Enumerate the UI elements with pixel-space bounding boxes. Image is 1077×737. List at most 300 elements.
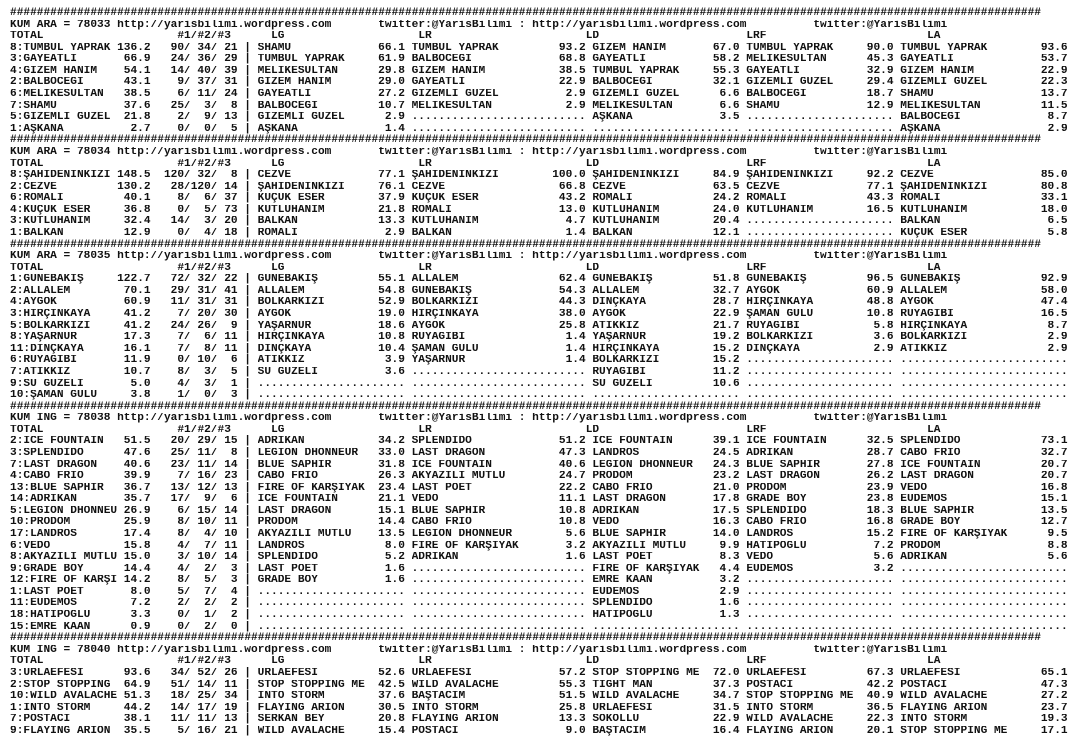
placing-count: 16 (197, 725, 211, 737)
rank-lr-name: TUMBUL YAPRAK (411, 42, 499, 54)
rank-lrf-name: SPLENDIDO (746, 505, 807, 517)
horse-name: 7:SHAMU (10, 100, 57, 112)
placing-count: 0 (177, 621, 185, 633)
slash-separator (211, 471, 218, 483)
rank-lr-name: AKYAZILI MUTLU (411, 471, 506, 483)
rank-lg-value: 13.5 (378, 529, 405, 541)
placing-count: 4 (177, 378, 185, 390)
rank-ld-name: BALKAN (592, 227, 633, 239)
rank-la-name: GİZEM HANIM (900, 65, 974, 77)
placing-count: 120 (190, 181, 211, 193)
total-score: 5.0 (130, 378, 151, 390)
separator-line: ########################################################################################################################################################## (10, 134, 1042, 147)
column-header-lrf: LRF (746, 656, 767, 668)
rank-lr-name: INTO STORM (411, 702, 479, 714)
rank-lrf-value: 32.9 (866, 65, 894, 77)
column-header-ld: LD (585, 158, 600, 170)
slash-separator (184, 193, 191, 205)
rank-lr-empty: .......................... (411, 112, 586, 124)
rank-lr-name: FLAYING ARION (411, 714, 499, 726)
rank-lg-value: 18.6 (378, 320, 405, 332)
rank-ld-name: ROMALI (592, 193, 633, 205)
rank-ld-value: 24.0 (712, 204, 740, 216)
placing-count: 20 (197, 309, 211, 321)
rank-la-value: 47.3 (1040, 679, 1068, 691)
slash-separator (184, 436, 191, 448)
total-score: 136.2 (117, 42, 151, 54)
horse-name: 15:EMRE KAAN (10, 621, 91, 633)
rank-lg-value: 3.6 (384, 366, 405, 378)
placing-count: 30 (224, 309, 238, 321)
rank-lg-name: SPLENDIDO (257, 552, 318, 564)
rank-lr-value: 55.3 (558, 679, 586, 691)
site-url-link[interactable]: http://yarisbilimi.wordpress.com (117, 251, 332, 263)
counts-header: #1/#2/#3 (177, 424, 231, 436)
rank-la-name: URLAEFESİ (900, 667, 961, 679)
rank-ld-name: PRODOM (592, 471, 633, 483)
section-header (10, 645, 1068, 657)
horse-name: 2:BALBÖCEĞİ (10, 77, 84, 89)
rank-lg-value: 34.2 (378, 436, 405, 448)
rank-lg-name: AŞKANA (257, 123, 298, 135)
horse-name: 3:SPLENDIDO (10, 447, 84, 459)
rank-lg-name: URLAEFESİ (257, 667, 318, 679)
table-row (10, 77, 1068, 89)
rank-la-value: 47.4 (1040, 297, 1068, 309)
placing-count: 11 (197, 447, 211, 459)
placing-count: 2 (204, 621, 211, 633)
placing-count: 5 (230, 123, 238, 135)
rank-lg-value: 21.8 (378, 204, 405, 216)
slash-separator (211, 714, 218, 726)
total-score: 51.3 (123, 691, 151, 703)
rank-ld-name: SPLENDIDO (592, 598, 653, 610)
placing-count: 9 (230, 320, 238, 332)
rank-lrf-value: 43.3 (866, 193, 894, 205)
site-url-link[interactable]: http://yarisbilimi.wordpress.com (532, 19, 747, 31)
rank-lg-value: 66.1 (378, 42, 405, 54)
table-row (10, 483, 1068, 495)
column-divider (238, 170, 258, 182)
site-url-link[interactable]: http://yarisbilimi.wordpress.com (117, 146, 332, 158)
horse-name: 7:LAST DRAGON (10, 459, 98, 471)
rank-ld-name: AKYAZILI MUTLU (592, 540, 687, 552)
rank-lg-value: 54.8 (378, 285, 405, 297)
column-header-lrf: LRF (746, 424, 767, 436)
rank-lrf-empty: ...................... (746, 123, 894, 135)
horse-name: 9:GRADE BOY (10, 563, 84, 575)
table-row (10, 367, 1068, 379)
rank-la-value: 58.0 (1040, 285, 1068, 297)
rank-lrf-name: POSTACI (746, 679, 794, 691)
rank-lg-value: 10.8 (378, 332, 405, 344)
placing-count: 11 (197, 714, 211, 726)
slash-separator (211, 552, 218, 564)
placing-count: 18 (170, 691, 185, 703)
colon-separator: : (518, 19, 526, 31)
column-divider (238, 448, 258, 460)
placing-count: 11 (224, 517, 238, 529)
placing-count: 8 (230, 100, 238, 112)
column-header-lg: LG (271, 424, 285, 436)
rank-ld-value: 1.3 (719, 610, 740, 622)
slash-separator (211, 89, 218, 101)
site-url-link[interactable]: http://yarisbilimi.wordpress.com (532, 251, 747, 263)
rank-lg-name: BALKAN (257, 216, 298, 228)
placing-count: 37 (197, 77, 211, 89)
slash-separator (184, 668, 191, 680)
rank-la-empty: ......................... (900, 598, 1068, 610)
slash-separator (211, 529, 218, 541)
slash-separator (184, 575, 191, 587)
placing-count: 7 (177, 343, 185, 355)
rank-lrf-value: 96.5 (866, 274, 894, 286)
rank-lg-value: 42.5 (378, 679, 405, 691)
rank-lrf-name: AYGÖK (746, 285, 780, 297)
placing-count: 29 (170, 285, 185, 297)
placing-count: 31 (224, 297, 238, 309)
column-header-lg: LG (271, 158, 285, 170)
placing-count: 20 (170, 436, 185, 448)
rank-ld-value: 6.6 (719, 89, 740, 101)
rank-lrf-value: 28.7 (866, 447, 894, 459)
table-row (10, 54, 1068, 66)
placing-count: 4 (177, 540, 185, 552)
twitter-handle[interactable]: twitter:@YarisBilimi (813, 19, 948, 31)
rank-la-value: 19.3 (1040, 714, 1068, 726)
rank-ld-value: 8.3 (719, 552, 740, 564)
rank-lg-value: 77.1 (378, 170, 405, 182)
rank-lrf-value: 15.2 (866, 529, 894, 541)
twitter-handle[interactable]: twitter:@YarisBilimi (378, 19, 513, 31)
rank-lr-value: 22.2 (558, 482, 586, 494)
column-header-ld: LD (585, 31, 600, 43)
twitter-handle[interactable]: twitter:@YarisBilimi (378, 413, 513, 425)
rank-lg-value: 5.2 (384, 552, 405, 564)
total-score: 38.5 (123, 89, 151, 101)
site-url-link[interactable]: http://yarisbilimi.wordpress.com (117, 19, 332, 31)
twitter-handle[interactable]: twitter:@YarisBilimi (378, 146, 513, 158)
rank-la-name: BALBÖCEĞİ (900, 112, 961, 124)
rank-lr-value: 24.7 (558, 471, 586, 483)
rank-lr-name: HIRÇINKAYA (411, 309, 479, 321)
slash-separator (184, 506, 191, 518)
rank-lg-name: SHAMU (257, 42, 292, 54)
total-score: 21.8 (123, 112, 151, 124)
rank-lrf-value: 16.5 (866, 204, 894, 216)
rank-ld-name: KUTLUHANIM (592, 216, 660, 228)
horse-name: 1:INTO STORM (10, 702, 91, 714)
slash-separator (211, 541, 218, 553)
twitter-handle[interactable]: twitter:@YarisBilimi (378, 251, 513, 263)
slash-separator (184, 66, 191, 78)
rank-lg-name: LAST POET (257, 563, 318, 575)
column-divider (238, 471, 258, 483)
rank-lr-name: POSTACI (411, 725, 459, 737)
rank-la-value: 17.1 (1040, 725, 1068, 737)
placing-count: 22 (224, 274, 238, 286)
table-row (10, 541, 1068, 553)
table-row (10, 101, 1068, 113)
rank-ld-value: 22.9 (712, 309, 740, 321)
rank-lr-value: 5.6 (565, 529, 586, 541)
rank-lg-value: 52.9 (378, 297, 405, 309)
slash-separator (211, 101, 218, 113)
twitter-handle[interactable]: twitter:@YarisBilimi (813, 146, 948, 158)
total-score: 122.7 (117, 274, 151, 286)
total-score: 66.9 (123, 54, 151, 66)
rank-ld-value: 6.6 (719, 100, 740, 112)
rank-la-value: 65.1 (1040, 667, 1068, 679)
rank-lg-value: 26.3 (378, 471, 405, 483)
rank-la-value: 2.9 (1047, 123, 1068, 135)
horse-name: 6:MELİKESULTAN (10, 89, 104, 101)
total-score: 3.3 (130, 610, 151, 622)
rank-la-name: KUTLUHANIM (900, 204, 968, 216)
site-url-link[interactable]: http://yarisbilimi.wordpress.com (117, 413, 332, 425)
placing-count: 0 (204, 123, 211, 135)
rank-lrf-name: SHAMU (746, 100, 780, 112)
column-header-lr: LR (418, 158, 432, 170)
rank-la-name: ATİKKIZ (900, 343, 948, 355)
column-divider (238, 89, 258, 101)
rank-ld-name: MELİKESULTAN (592, 100, 673, 112)
rank-la-value: 13.7 (1040, 89, 1068, 101)
slash-separator (184, 182, 191, 194)
twitter-handle[interactable]: twitter:@YarisBilimi (378, 644, 513, 656)
placing-count: 39 (224, 65, 238, 77)
rank-lrf-name: BOLKARKIZI (746, 332, 814, 344)
slash-separator (211, 205, 218, 217)
horse-name: 5:GİZEMLİ GÜZEL (10, 112, 111, 124)
column-divider (238, 668, 258, 680)
horse-name: 1:AŞKANA (10, 123, 64, 135)
placing-count: 14 (224, 505, 238, 517)
placing-count: 14 (224, 552, 238, 564)
twitter-handle[interactable]: twitter:@YarisBilimi (813, 251, 948, 263)
rank-ld-value: 19.2 (712, 332, 740, 344)
rank-lg-name: CABO FRIO (257, 471, 318, 483)
placing-count: 14 (170, 65, 185, 77)
counts-header: #1/#2/#3 (177, 656, 231, 668)
column-header-ld: LD (585, 656, 600, 668)
rank-lg-value: 14.4 (378, 517, 405, 529)
placing-count: 29 (197, 436, 211, 448)
rank-lrf-empty: ...................... (746, 112, 894, 124)
placing-count: 25 (170, 447, 185, 459)
rank-lrf-value: 32.5 (866, 436, 894, 448)
rank-lrf-name: LAST DRAGON (746, 471, 820, 483)
rank-lg-name: CEZVE (257, 170, 292, 182)
rank-la-value: 5.8 (1047, 227, 1068, 239)
column-header-ld: LD (585, 262, 600, 274)
rank-lr-name: CEZVE (411, 181, 446, 193)
placing-count: 24 (170, 320, 185, 332)
rank-lr-name: URLAEFESİ (411, 667, 472, 679)
site-url-link[interactable]: http://yarisbilimi.wordpress.com (532, 413, 747, 425)
site-url-link[interactable]: http://yarisbilimi.wordpress.com (117, 644, 332, 656)
placing-count: 8 (177, 193, 185, 205)
rank-ld-name: STOP STOPPING ME (592, 667, 700, 679)
table-row (10, 216, 1068, 228)
placing-count: 3 (204, 366, 211, 378)
placing-count: 8 (230, 170, 238, 182)
rank-ld-value: 24.3 (712, 459, 740, 471)
slash-separator (184, 390, 191, 402)
rank-ld-name: YAŞARNUR (592, 332, 646, 344)
placing-count: 8 (177, 575, 185, 587)
column-divider (238, 309, 258, 321)
rank-lr-name: KÜÇÜK ESER (411, 193, 479, 205)
horse-name: 5:BOLKARKIZI (10, 320, 91, 332)
placing-count: 25 (197, 691, 211, 703)
rank-lr-value: 54.3 (558, 285, 586, 297)
rank-lg-value: 1.6 (384, 575, 405, 587)
rank-lr-name: BALBÖCEĞİ (411, 54, 472, 66)
placing-count: 14 (197, 679, 211, 691)
rank-lg-value: 31.8 (378, 459, 405, 471)
rank-lr-value: 2.9 (565, 100, 586, 112)
rank-la-name: WILD AVALACHE (900, 691, 988, 703)
rank-ld-value: 24.5 (712, 447, 740, 459)
placing-count: 21 (224, 725, 238, 737)
rank-ld-value: 11.2 (712, 366, 740, 378)
slash-separator (211, 274, 218, 286)
rank-lrf-name: GİZEMLİ GÜZEL (746, 77, 834, 89)
rank-la-name: TUMBUL YAPRAK (900, 42, 988, 54)
rank-ld-name: ALLALEM (592, 285, 640, 297)
twitter-handle[interactable]: twitter:@YarisBilimi (813, 413, 948, 425)
rank-lg-name: LAST DRAGON (257, 505, 332, 517)
total-score: 25.9 (123, 517, 151, 529)
table-row (10, 460, 1068, 472)
placing-count: 2 (230, 610, 238, 622)
rank-lrf-name: BALBÖCEĞİ (746, 89, 807, 101)
rank-la-name: CABO FRIO (900, 447, 961, 459)
rank-la-name: FIRE OF KARŞIYAK (900, 529, 1008, 541)
horse-name: 13:BLUE SAPHİR (10, 482, 104, 494)
rank-lr-value: 38.5 (558, 65, 586, 77)
slash-separator (211, 367, 218, 379)
rank-la-name: FLAYING ARION (900, 702, 988, 714)
rank-lrf-name: FLAYING ARION (746, 725, 834, 737)
placing-count: 25 (170, 100, 185, 112)
placing-count: 21 (224, 42, 238, 54)
placing-count: 23 (170, 459, 185, 471)
rank-ld-value: 23.2 (712, 471, 740, 483)
rank-lg-value: 61.9 (378, 54, 405, 66)
placing-count: 11 (197, 459, 211, 471)
column-header-lr: LR (418, 31, 432, 43)
site-url-link[interactable]: http://yarisbilimi.wordpress.com (532, 146, 747, 158)
total-header: TOTAL (10, 262, 44, 274)
rank-lg-name: GÜNEBAKIŞ (257, 274, 318, 286)
rank-lg-value: 23.4 (378, 482, 405, 494)
placing-count: 7 (177, 471, 185, 483)
rank-ld-value: 12.1 (712, 227, 740, 239)
table-row (10, 332, 1068, 344)
rank-ld-name: WILD AVALACHE (592, 691, 680, 703)
rank-lr-name: GİZEM HANIM (411, 65, 486, 77)
rank-lrf-value: 27.8 (866, 459, 894, 471)
column-header-lrf: LRF (746, 262, 767, 274)
placing-count: 10 (197, 552, 211, 564)
horse-name: 10:ŞAMAN GÜLÜ (10, 390, 98, 402)
rank-lg-value: 30.5 (378, 702, 405, 714)
horse-name: 11:DİNÇKAYA (10, 343, 84, 355)
rank-la-value: 20.7 (1040, 459, 1068, 471)
twitter-handle[interactable]: twitter:@YarisBilimi (813, 644, 948, 656)
rank-lrf-value: 3.6 (873, 332, 894, 344)
placing-count: 28 (170, 181, 185, 193)
rank-la-name: ALLALEM (900, 285, 948, 297)
rank-la-name: CEZVE (900, 170, 934, 182)
slash-separator (211, 286, 218, 298)
rank-lg-value: 15.4 (378, 725, 405, 737)
total-score: 54.1 (123, 65, 151, 77)
rank-lrf-empty: ...................... (746, 575, 894, 587)
slash-separator (184, 228, 191, 240)
rank-lr-empty: .......................... (411, 563, 586, 575)
total-score: 148.5 (117, 170, 151, 182)
total-score: 3.8 (130, 390, 151, 402)
horse-name: 6:ROMALI (10, 193, 64, 205)
rank-la-value: 93.6 (1040, 42, 1068, 54)
rank-lr-value: 51.2 (558, 436, 586, 448)
rank-lrf-value: 23.8 (866, 494, 894, 506)
rank-lrf-empty: ...................... (746, 366, 894, 378)
total-score: 39.9 (123, 471, 151, 483)
placing-count: 32 (197, 170, 211, 182)
slash-separator (211, 517, 218, 529)
table-row (10, 691, 1068, 703)
counts-header: #1/#2/#3 (177, 31, 231, 43)
total-score: 36.7 (123, 482, 151, 494)
rank-la-name: LAST DRAGON (900, 471, 974, 483)
rank-la-name: GÜNEBAKIŞ (900, 274, 961, 286)
rank-lg-value: 55.1 (378, 274, 405, 286)
rank-lg-name: FIRE OF KARŞIYAK (257, 482, 365, 494)
rank-lr-name: BALKAN (411, 227, 452, 239)
rank-lg-value: 37.9 (378, 193, 405, 205)
rank-ld-value: 28.7 (712, 297, 740, 309)
rank-lr-value: 51.5 (558, 691, 586, 703)
rank-lg-empty: ...................... (257, 598, 405, 610)
rank-lrf-name: TUMBUL YAPRAK (746, 42, 834, 54)
rank-lrf-name: PRODOM (746, 482, 787, 494)
column-header-row (10, 425, 1068, 437)
placing-count: 32 (197, 274, 211, 286)
placing-count: 0 (177, 123, 185, 135)
rank-la-name: BALKAN (900, 216, 941, 228)
placing-count: 4 (230, 586, 238, 598)
slash-separator (211, 436, 218, 448)
site-url-link[interactable]: http://yarisbilimi.wordpress.com (532, 644, 747, 656)
rank-lr-value: 44.3 (558, 297, 586, 309)
rank-ld-name: ADRIKAN (592, 505, 640, 517)
rank-la-value: 8.7 (1047, 112, 1068, 124)
rank-lrf-empty: ...................... (746, 378, 894, 390)
rank-lg-name: MELİKESULTAN (257, 65, 338, 77)
rank-lrf-value: 48.8 (866, 297, 894, 309)
placing-count: 8 (230, 447, 238, 459)
total-score: 11.9 (123, 355, 151, 367)
rank-ld-empty: ...................... (592, 390, 740, 402)
placing-count: 36 (197, 54, 211, 66)
slash-separator (184, 541, 191, 553)
rank-lg-name: GİZEMLİ GÜZEL (257, 112, 345, 124)
placing-count: 24 (170, 54, 185, 66)
